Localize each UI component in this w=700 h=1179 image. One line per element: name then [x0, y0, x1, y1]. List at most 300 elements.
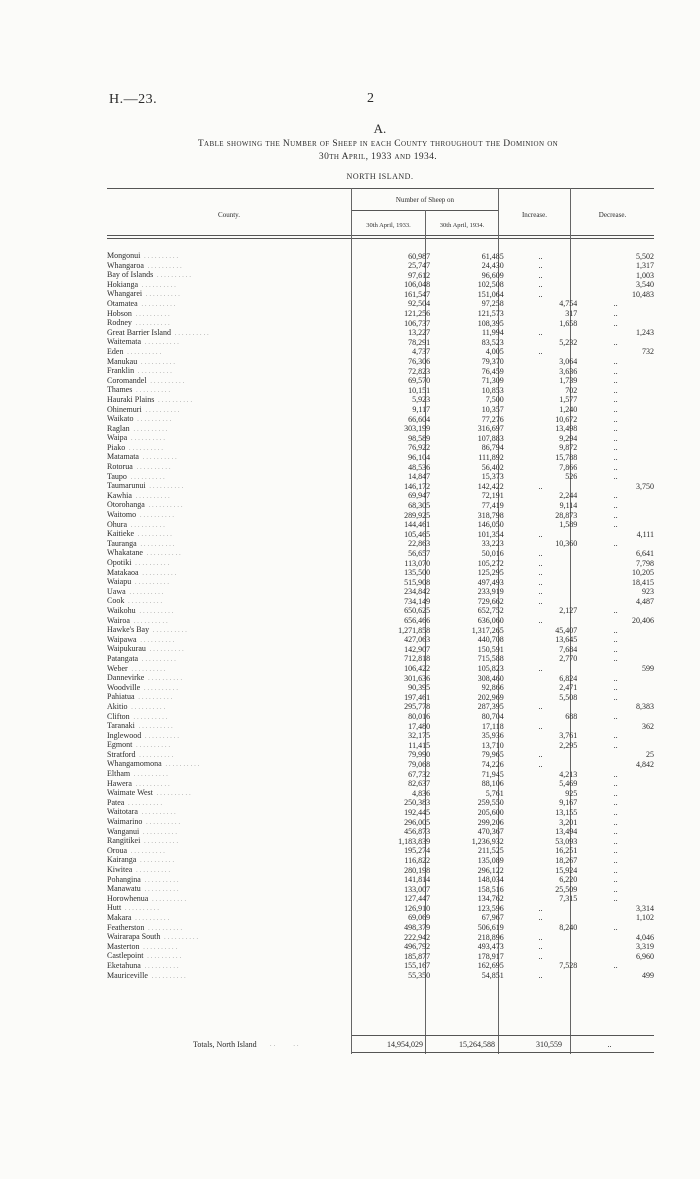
sheep-1933: 82,637 [408, 779, 431, 789]
county-cell [107, 789, 356, 799]
sheep-1934: 493,473 [477, 942, 504, 952]
sheep-1933: 280,198 [404, 866, 431, 875]
decrease-value: .. [613, 770, 618, 779]
county-cell [107, 329, 356, 339]
county-name: Weber [107, 664, 128, 673]
sheep-1934: 79,370 [481, 357, 504, 367]
increase-value: .. [538, 347, 543, 357]
decrease-value: .. [613, 961, 618, 971]
table-row [107, 434, 654, 444]
table-row [107, 578, 654, 588]
leader-dots: . . . . . . . . . . [131, 426, 168, 433]
sheep-1933: 515,908 [404, 578, 431, 587]
increase-value: 9,114 [559, 501, 578, 510]
sheep-1933: 161,547 [404, 290, 431, 299]
county-name: Pohangina [107, 875, 141, 884]
table-row [107, 789, 654, 799]
increase-value: 13,645 [555, 635, 578, 645]
leader-dots: . . . . . . . . . . [125, 349, 162, 356]
sheep-1934: 318,798 [477, 511, 504, 520]
county-cell [107, 377, 356, 387]
table-row [107, 511, 654, 521]
table-row [107, 684, 654, 694]
county-name: Eketahuna [107, 961, 141, 970]
county-cell [107, 703, 356, 713]
sheep-1933: 1,183,839 [398, 837, 431, 846]
decrease-value: .. [613, 405, 618, 414]
table-row [107, 310, 654, 320]
leader-dots: . . . . . . . . . . [142, 963, 179, 970]
decrease-value: .. [613, 635, 618, 645]
increase-value: .. [538, 280, 543, 290]
leader-dots: . . . . . . . . . . [138, 513, 175, 520]
leader-dots: . . . . . . . . . . [137, 752, 174, 759]
increase-value: 3,064 [559, 357, 578, 367]
table-row [107, 549, 654, 559]
table-row [107, 933, 654, 943]
leader-dots: . . . . . . . . . . [140, 455, 177, 462]
decrease-value: 4,487 [636, 597, 654, 606]
sheep-1933: 90,395 [408, 683, 431, 693]
decrease-value: .. [613, 501, 618, 510]
county-name: Masterton [107, 942, 140, 951]
county-name: Thames [107, 386, 133, 395]
table-row [107, 924, 654, 934]
leader-dots: . . . . . . . . . . [138, 637, 175, 644]
sheep-1934: 97,258 [481, 299, 504, 309]
county-name: Oroua [107, 846, 127, 855]
table-row [107, 607, 654, 617]
decrease-value: .. [613, 443, 618, 453]
sheep-1933: 78,291 [408, 338, 431, 347]
county-cell [107, 741, 356, 751]
county-name: Whakatane [107, 549, 143, 558]
decrease-value: .. [613, 885, 618, 894]
sheep-1933: 76,922 [408, 443, 431, 453]
sheep-1933: 68,305 [408, 501, 431, 510]
county-cell [107, 597, 356, 607]
table-row [107, 885, 654, 895]
sheep-1934: 296,122 [477, 866, 504, 875]
increase-value: 8,240 [559, 923, 578, 933]
decrease-value: .. [613, 731, 618, 741]
decrease-value: .. [613, 606, 618, 616]
leader-dots: . . . . . . . . . . [154, 791, 191, 798]
sheep-1933: 14,847 [408, 472, 431, 482]
increase-value: 10,360 [555, 539, 578, 549]
sheep-1934: 135,089 [477, 856, 504, 865]
county-cell [107, 722, 356, 732]
leader-dots: . . . . . . . . . . [146, 503, 183, 510]
table-row [107, 818, 654, 828]
table-row [107, 377, 654, 387]
county-name: Franklin [107, 367, 135, 376]
decrease-value: 1,317 [636, 261, 654, 271]
sheep-1934: 61,485 [481, 252, 504, 261]
county-name: Waimate West [107, 789, 153, 798]
header-top-rule [107, 188, 654, 189]
decrease-value: .. [613, 463, 618, 472]
leader-dots: . . . . . . . . . . [129, 666, 166, 673]
sheep-1934: 86,794 [481, 443, 504, 453]
table-row [107, 713, 654, 723]
sheep-1933: 296,005 [404, 818, 431, 827]
county-name: Rodney [107, 319, 132, 328]
table-row [107, 808, 654, 818]
year-1933-header: 30th April, 1933. [366, 222, 411, 229]
sheep-1934: 96,609 [481, 271, 504, 280]
table-row [107, 626, 654, 636]
leader-dots: . . . . . . . . . . [143, 407, 180, 414]
leader-dots: . . . . . . . . . . [129, 522, 165, 529]
county-name: Waitemata [107, 338, 142, 347]
decrease-value: .. [613, 539, 618, 549]
increase-value: 10,672 [555, 415, 578, 424]
table-letter: A. [373, 121, 387, 136]
leader-dots: . . . . . . . . . . [140, 656, 177, 663]
sheep-1934: 729,662 [477, 597, 504, 606]
county-cell [107, 962, 356, 972]
decrease-value: .. [613, 866, 618, 875]
county-name: Kaitieke [107, 530, 135, 539]
table-row [107, 770, 654, 780]
sheep-1934: 218,896 [477, 933, 504, 942]
decrease-value: 6,960 [636, 952, 654, 961]
sheep-1934: 121,573 [477, 309, 504, 319]
decrease-value: 5,502 [636, 252, 654, 261]
sheep-1933: 105,465 [404, 530, 431, 539]
leader-dots: . . . . . . . . . . [134, 743, 171, 750]
sheep-1934: 497,493 [477, 578, 504, 587]
table-row [107, 914, 654, 924]
sheep-1934: 151,064 [477, 290, 504, 299]
decrease-value: 499 [642, 971, 654, 981]
county-name: Great Barrier Island [107, 328, 171, 337]
county-name: Wairarapa South [107, 933, 161, 942]
leader-dots: . . . . . . . . . . [137, 608, 174, 615]
increase-value: 16,251 [555, 846, 578, 856]
county-name: Hutt [107, 904, 122, 913]
county-name: Pahiatua [107, 693, 135, 702]
increase-value: .. [538, 578, 543, 587]
decrease-value: .. [613, 491, 618, 501]
sheep-1933: 69,947 [408, 491, 431, 501]
leader-dots: . . . . . . . . . . [144, 551, 181, 558]
increase-value: 2,770 [559, 654, 578, 664]
decrease-value: 3,750 [636, 482, 654, 491]
sheep-1934: 125,295 [477, 568, 504, 578]
decrease-value: .. [613, 808, 618, 817]
table-row [107, 492, 654, 502]
decrease-value: 6,641 [636, 549, 654, 558]
sheep-1933: 289,925 [404, 511, 431, 520]
county-name: Tauranga [107, 539, 137, 548]
sheep-1933: 144,461 [404, 520, 431, 530]
leader-dots: . . . . . . . . . . [133, 915, 170, 922]
decrease-value: .. [613, 712, 618, 721]
totals-top-rule [352, 1035, 654, 1036]
county-name: Inglewood [107, 731, 142, 740]
sheep-1933: 69,570 [408, 376, 431, 386]
sheep-1934: 233,919 [477, 587, 504, 597]
leader-dots: . . . . . . . . . . [143, 340, 180, 347]
county-name: Waiapu [107, 578, 132, 587]
county-name: Waitotara [107, 808, 138, 817]
decrease-value: .. [613, 424, 618, 434]
county-cell [107, 444, 356, 454]
table-row [107, 482, 654, 492]
decrease-value: 4,046 [636, 933, 654, 942]
county-cell [107, 252, 356, 262]
leader-dots: . . . . . . . . . . [135, 417, 172, 424]
table-row [107, 406, 654, 416]
leader-dots: . . . . . . . . . . [128, 474, 165, 481]
increase-value: 3,201 [559, 818, 578, 827]
sheep-1934: 10,357 [481, 405, 504, 414]
sheep-1934: 77,419 [481, 501, 504, 510]
decrease-value: .. [613, 453, 618, 462]
document-reference: H.—23. [109, 92, 158, 107]
sheep-1934: 259,550 [477, 798, 504, 808]
sheep-1934: 105,272 [477, 559, 504, 568]
decrease-value: 362 [642, 722, 654, 731]
sheep-1933: 496,792 [404, 942, 431, 952]
leader-dots: . . . . . . . . . . [131, 618, 168, 625]
county-cell [107, 866, 356, 876]
sheep-1934: 72,191 [481, 491, 504, 501]
sheep-1934: 102,508 [477, 280, 504, 290]
sheep-1933: 80,016 [408, 712, 431, 721]
county-cell [107, 569, 356, 579]
county-name: Raglan [107, 424, 130, 433]
leader-dots: . . . . . . . . . . [134, 868, 171, 874]
sheep-1933: 303,199 [404, 424, 431, 434]
sheep-1933: 106,422 [404, 664, 431, 674]
sheep-1934: 33,223 [481, 539, 504, 549]
leader-dots: . . . . . . . . . . [144, 292, 181, 299]
county-name: Otorohanga [107, 501, 145, 510]
decrease-value: .. [613, 894, 618, 904]
leader-dots: . . . . . . . . . . [129, 436, 166, 443]
increase-value: 13,494 [555, 827, 578, 837]
sheep-1933: 98,589 [408, 434, 431, 443]
increase-value: 9,872 [559, 443, 578, 453]
increase-value: 925 [565, 789, 578, 798]
sheep-1934: 105,823 [477, 664, 504, 674]
county-cell [107, 281, 356, 291]
increase-value: 13,155 [555, 808, 578, 817]
table-row [107, 722, 654, 732]
increase-value: 1,589 [559, 520, 578, 530]
table-row [107, 693, 654, 703]
county-cell [107, 799, 356, 809]
table-row [107, 588, 654, 598]
leader-dots: . . . . . . . . . . [133, 580, 170, 587]
decrease-value: .. [613, 395, 618, 405]
county-name: Patangata [107, 654, 139, 663]
county-cell [107, 549, 356, 559]
leader-dots: . . . . . . . . . . [151, 628, 188, 635]
table-row [107, 444, 654, 454]
decrease-value: 923 [642, 587, 654, 597]
sheep-1934: 715,588 [477, 654, 504, 664]
leader-dots: . . . . . . . . . . [140, 570, 177, 577]
table-row [107, 415, 654, 425]
increase-value: 7,528 [559, 961, 578, 971]
table-row [107, 329, 654, 339]
increase-value: 1,739 [559, 376, 578, 386]
sheep-1934: 88,106 [481, 779, 504, 789]
leader-dots: . . . . . . . . . . [147, 484, 184, 491]
county-name: Taumarunui [107, 482, 146, 491]
leader-dots: . . . . . . . . . . [143, 733, 180, 740]
sheep-1934: 4,005 [485, 347, 504, 357]
county-cell [107, 300, 356, 310]
leader-dots: . . . . . . . . . . [142, 685, 179, 692]
sheep-1933: 192,445 [404, 808, 431, 817]
county-cell [107, 338, 356, 348]
sheep-1934: 7,500 [485, 395, 504, 405]
increase-value: 2,127 [559, 606, 578, 616]
table-row [107, 463, 654, 473]
leader-dots: . . . . . . . . . . [136, 532, 173, 539]
county-name: Horowhenua [107, 894, 149, 903]
county-cell [107, 665, 356, 675]
increase-value: 6,220 [559, 875, 578, 885]
leader-dots: . . . . . . . . . . [127, 445, 164, 452]
leader-dots: . . . . . . . . . . [126, 599, 163, 606]
sheep-1934: 76,459 [481, 367, 504, 376]
county-cell [107, 415, 356, 425]
county-name: Hawera [107, 779, 132, 788]
increase-value: 6,824 [559, 674, 578, 683]
county-cell [107, 617, 356, 627]
increase-value: .. [538, 328, 543, 338]
county-name: Mongonui [107, 252, 141, 260]
increase-value: 53,093 [555, 837, 578, 846]
table-row [107, 655, 654, 665]
table-row [107, 425, 654, 435]
table-row [107, 530, 654, 540]
decrease-value: .. [613, 923, 618, 933]
table-row [107, 501, 654, 511]
table-row [107, 943, 654, 953]
sheep-1934: 101,354 [477, 530, 504, 539]
sheep-1933: 60,987 [408, 252, 431, 261]
sheep-1933: 155,167 [404, 961, 431, 971]
leader-dots: . . . . . . . . . . [139, 359, 176, 366]
sheep-1933: 456,873 [404, 827, 431, 837]
sheep-1934: 56,402 [481, 463, 504, 472]
sheep-1933: 106,048 [404, 280, 431, 290]
leader-dots: . . . . . . . . . . [146, 676, 183, 683]
decrease-value: .. [613, 511, 618, 520]
table-row [107, 876, 654, 886]
sheep-1934: 11,994 [481, 328, 504, 338]
increase-value: .. [538, 913, 543, 923]
sheep-count-group-header: Number of Sheep on [395, 196, 455, 204]
leader-dots: . . . . . . . . . . [133, 561, 170, 567]
increase-value: 5,232 [559, 338, 578, 347]
sheep-1933: 133,007 [404, 885, 431, 894]
county-cell [107, 530, 356, 540]
sheep-1933: 25,747 [408, 261, 431, 271]
sheep-1934: 10,853 [481, 386, 504, 395]
county-cell [107, 693, 356, 703]
county-name: Rotorua [107, 463, 133, 472]
decrease-value: 1,102 [636, 913, 654, 923]
leader-dots: . . . . . . . . . . [146, 925, 183, 932]
sheep-1933: 498,379 [404, 923, 431, 933]
sheep-1934: 80,704 [481, 712, 504, 721]
county-cell [107, 655, 356, 665]
table-row [107, 271, 654, 281]
county-name: Patea [107, 798, 125, 807]
leader-dots: . . . . . . . . . . [162, 935, 199, 942]
increase-value: 15,788 [555, 453, 578, 462]
leader-dots: . . . . . . . . . . [140, 282, 177, 289]
county-cell [107, 501, 356, 511]
county-cell [107, 559, 356, 569]
decrease-value: 8,383 [636, 702, 654, 712]
increase-value: .. [538, 904, 543, 913]
sheep-1934: 83,523 [481, 338, 504, 347]
county-cell [107, 367, 356, 377]
county-name: Dannevirke [107, 674, 145, 683]
county-cell [107, 952, 356, 962]
table-row [107, 962, 654, 972]
decrease-value: .. [613, 693, 618, 702]
sheep-1934: 35,936 [481, 731, 504, 741]
decrease-value: .. [613, 367, 618, 376]
increase-value: 4,754 [559, 299, 578, 309]
decrease-value: .. [613, 415, 618, 424]
county-cell [107, 453, 356, 463]
county-cell [107, 492, 356, 502]
table-row [107, 262, 654, 272]
sheep-1934: 107,883 [477, 434, 504, 443]
decrease-value: 4,111 [636, 530, 654, 539]
decrease-value: .. [613, 299, 618, 309]
sheep-1934: 1,317,265 [471, 626, 504, 635]
leader-dots: . . . . . . . . . . [136, 695, 173, 702]
decrease-value: 7,798 [636, 559, 654, 568]
increase-value: 45,407 [555, 626, 578, 635]
leader-dots: . . . . . . . . . . [136, 369, 173, 376]
decrease-value: .. [613, 386, 618, 395]
county-name: Waitomo [107, 511, 137, 520]
leader-dots: . . . . . . . . . . [172, 330, 209, 337]
table-row [107, 780, 654, 790]
sheep-1933: 185,877 [404, 952, 431, 961]
county-name: Woodville [107, 683, 141, 692]
decrease-value: .. [613, 779, 618, 789]
sheep-1933: 126,910 [404, 904, 431, 913]
county-name: Opotiki [107, 559, 132, 567]
totals-1933: 14,954,029 [387, 1040, 423, 1049]
leader-dots: . . . . . . . . . . [145, 954, 182, 961]
decrease-value: .. [613, 837, 618, 846]
increase-value: .. [538, 933, 543, 942]
leader-dots: . . . . . . . . . . [132, 772, 169, 779]
leader-dots: . . . . . . . . . . [141, 829, 178, 836]
county-name: Taupo [107, 472, 127, 481]
table-row [107, 972, 654, 982]
sheep-1934: 202,969 [477, 693, 504, 702]
sheep-1933: 4,737 [412, 347, 431, 357]
county-cell [107, 828, 356, 838]
decrease-value: 20,406 [632, 616, 654, 626]
